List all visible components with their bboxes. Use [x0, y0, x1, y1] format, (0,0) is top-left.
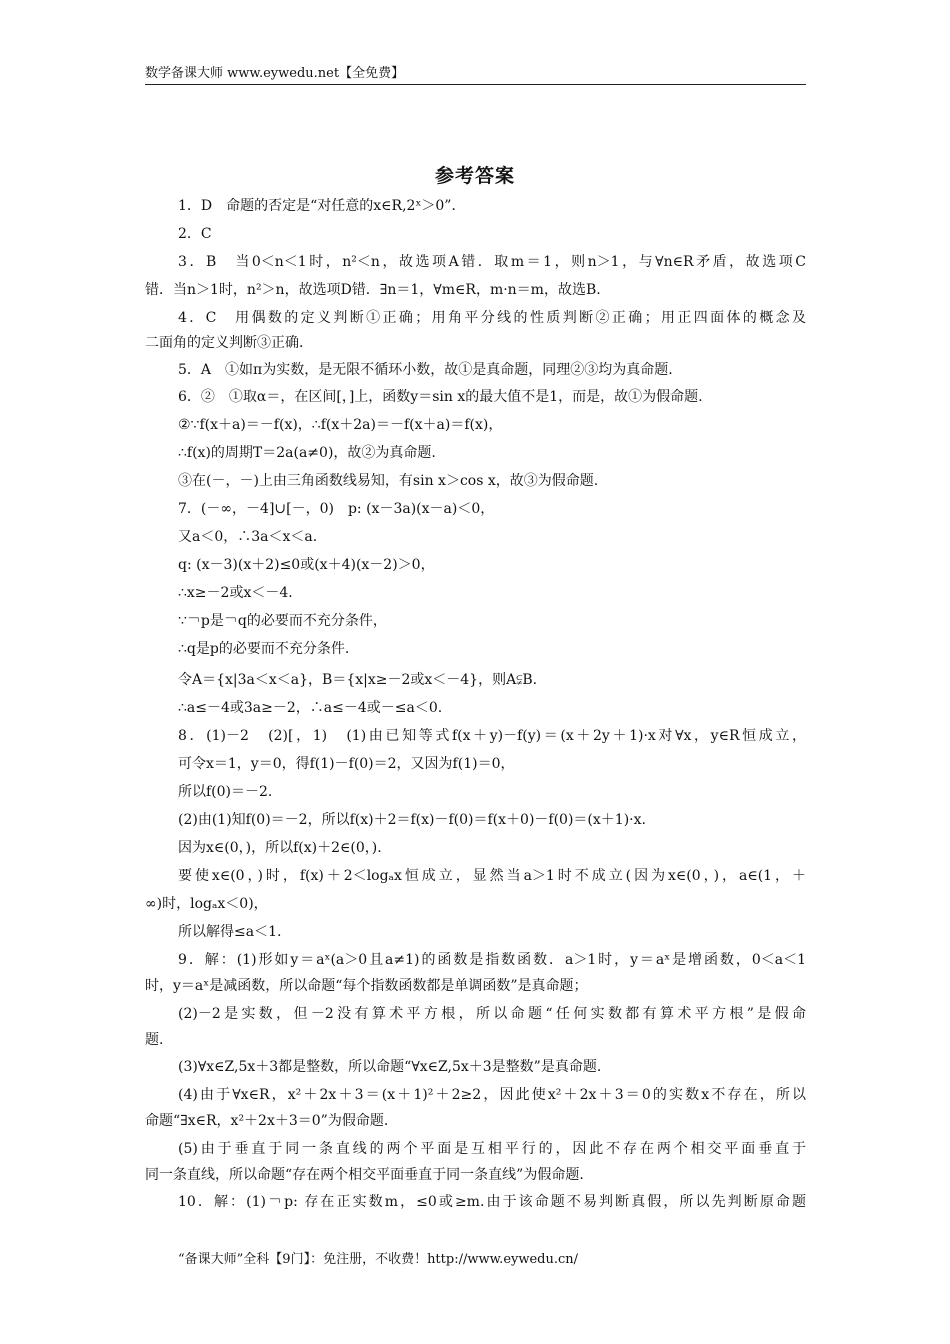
- answer-line: 8．(1)－2 (2)[，1) (1)由已知等式f(x＋y)－f(y)＝(x＋2y＋1)·x对∀x，y∈R恒成立，: [178, 728, 806, 744]
- answer-line: (4)由于∀x∈R，x²＋2x＋3＝(x＋1)²＋2≥2，因此使x²＋2x＋3＝0的实数x不存在，所以: [178, 1087, 806, 1103]
- answer-line: 10．解：(1)￢p: 存在正实数m，≤0或≥m.由于该命题不易判断真假，所以先判断原命题: [178, 1194, 806, 1210]
- answer-line: ∴x≥－2或x＜－4.: [178, 585, 293, 601]
- answer-line: q: (x－3)(x＋2)≤0或(x＋4)(x－2)＞0，: [178, 557, 435, 573]
- page-title: 参考答案: [434, 165, 515, 187]
- answer-line: ②∵f(x＋a)＝－f(x)，∴f(x＋2a)＝－f(x＋a)＝f(x)，: [178, 417, 503, 433]
- answer-line: 3．B 当0＜n＜1时，n²＜n，故选项A错．取m＝1，则n＞1，与∀n∈R矛盾，故选项C: [178, 254, 806, 270]
- answer-line: ∞)时，logₐx＜0)，: [145, 896, 268, 912]
- answer-line: 5．A ①如π为实数，是无限不循环小数，故①是真命题，同理②③均为真命题.: [178, 362, 673, 378]
- answer-line: 6．② ①取α＝，在区间[，]上，函数y＝sin x的最大值不是1，而是，故①为假命题.: [178, 389, 703, 405]
- answer-line: 因为x∈(0，)，所以f(x)＋2∈(0，).: [178, 840, 382, 856]
- answer-line: 命题“∃x∈R，x²＋2x＋3＝0”为假命题.: [145, 1113, 389, 1129]
- answer-line: 2．C: [178, 226, 212, 242]
- answer-line: 1．D 命题的否定是“对任意的x∈R,2ˣ＞0”．: [178, 198, 466, 214]
- answer-line: ∴q是p的必要而不充分条件.: [178, 641, 350, 657]
- answer-line: 7．(－∞，－4]∪[－，0) p: (x－3a)(x－a)＜0，: [178, 501, 495, 517]
- header-rule: [145, 84, 806, 85]
- answer-line: (3)∀x∈Z,5x＋3都是整数，所以命题“∀x∈Z,5x＋3是整数”是真命题.: [178, 1059, 602, 1075]
- answer-line: 4．C 用偶数的定义判断①正确；用角平分线的性质判断②正确；用正四面体的概念及: [178, 310, 806, 326]
- answer-line: (2)由(1)知f(0)＝－2，所以f(x)＋2＝f(x)－f(0)＝f(x＋0)－f(0)＝(x＋1)·x.: [178, 812, 646, 828]
- answer-line: (5)由于垂直于同一条直线的两个平面是互相平行的，因此不存在两个相交平面垂直于: [178, 1141, 806, 1157]
- answer-line: ∵￢p是￢q的必要而不充分条件，: [178, 613, 387, 629]
- answer-line: 9．解：(1)形如y＝aˣ(a＞0且a≠1)的函数是指数函数．a＞1时，y＝aˣ是增函数，0＜a＜1: [178, 952, 806, 968]
- answer-line: 所以解得≤a＜1.: [178, 924, 282, 940]
- answer-line: 可令x＝1，y＝0，得f(1)－f(0)＝2，又因为f(1)＝0，: [178, 756, 515, 772]
- answer-line: ∴a≤－4或3a≥－2，∴a≤－4或－≤a＜0.: [178, 700, 443, 716]
- answer-line: 错．当n＞1时，n²＞n，故选项D错．∃n＝1，∀m∈R，m·n＝m，故选B.: [145, 282, 601, 298]
- answer-line: 令A＝{x|3a＜x＜a}，B＝{x|x≥－2或x＜－4}，则A⫋B.: [178, 672, 538, 688]
- page-footer: “备课大师”全科【9门】：免注册，不收费！http://www.eywedu.cn/: [178, 1252, 579, 1267]
- answer-line: 所以f(0)＝－2.: [178, 784, 273, 800]
- answer-line: 时，y＝aˣ是减函数，所以命题“每个指数函数都是单调函数”是真命题；: [145, 978, 588, 994]
- answer-line: 又a＜0，∴3a＜x＜a.: [178, 529, 318, 545]
- page-header: 数学备课大师 www.eywedu.net【全免费】: [145, 66, 405, 81]
- answer-line: 同一条直线，所以命题“存在两个相交平面垂直于同一条直线”为假命题.: [145, 1167, 584, 1183]
- answer-line: 题.: [145, 1032, 164, 1048]
- answer-line: ∴f(x)的周期T＝2a(a≠0)，故②为真命题.: [178, 445, 436, 461]
- answer-line: (2)－2是实数，但－2没有算术平方根，所以命题“任何实数都有算术平方根”是假命: [178, 1006, 806, 1022]
- answer-line: 二面角的定义判断③正确．: [145, 335, 313, 351]
- answer-line: 要使x∈(0，)时，f(x)＋2＜logₐx恒成立，显然当a＞1时不成立(因为x∈(0，)，a∈(1，＋: [178, 868, 806, 884]
- answer-line: ③在(－，－)上由三角函数线易知，有sin x＞cos x，故③为假命题.: [178, 473, 599, 489]
